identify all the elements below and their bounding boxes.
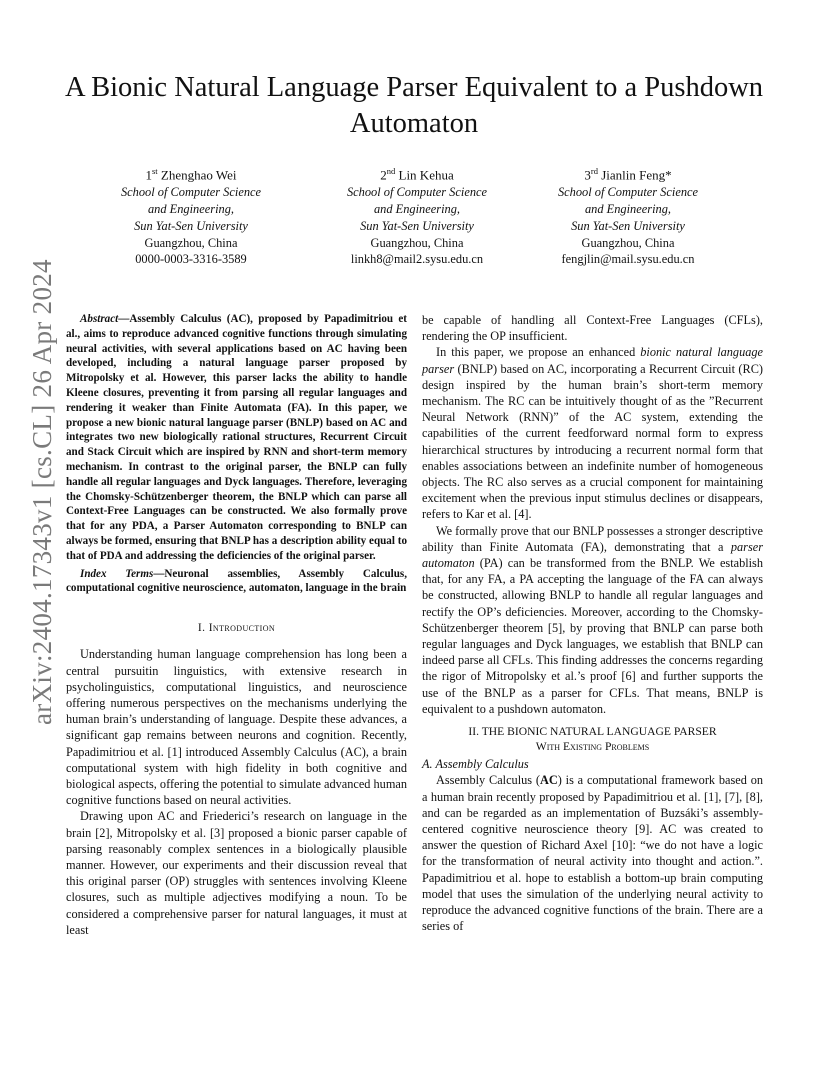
- author-contact: 0000-0003-3316-3589: [135, 252, 247, 267]
- author-name: Lin Kehua: [398, 167, 454, 183]
- author-block-2: 2nd Lin Kehua School of Computer Science and Engineering, Sun Yat-Sen University Guangzhou, China linkh8@mail2.sysu.edu.cn: [302, 163, 532, 268]
- section2-paragraph-1: Assembly Calculus (AC) is a computational framework based on a human brain recently proposed by Papadimitriou et al. [1], [7], [8], and can be regarded as an implementation of Buzsáki’s assembly-centered cognitive neuroscience theory [9]. AC was created to answer the question of Richard Axel [10]: “we do not have a logic for the transformation of neural activity into thought and action.”. Papadimitriou et al. hope to establish a bottom-up brain computing model that uses the simulation of the underlying neural activity to reproduce the advanced cognitive functions of the brain. There are a series of: [422, 773, 763, 934]
- author-location: Guangzhou, China: [581, 235, 675, 250]
- right-column: [422, 312, 763, 935]
- author-block-3: 3rd Jianlin Feng* School of Computer Science and Engineering, Sun Yat-Sen University Guangzhou, China fengjlin@mail.sysu.edu.cn: [513, 163, 743, 268]
- section-heading-introduction: I. Introduction: [197, 622, 276, 635]
- author-contact: linkh8@mail2.sysu.edu.cn: [350, 252, 484, 267]
- author-affiliation: School of Computer Science: [557, 185, 699, 200]
- arxiv-identifier: arXiv:2404.17343v1 [cs.CL] 26 Apr 2024: [27, 259, 57, 725]
- author-affiliation: School of Computer Science: [346, 185, 488, 200]
- subsection-heading-assembly-calculus: A. Assembly Calculus: [422, 757, 529, 772]
- abstract: Abstract—Assembly Calculus (AC), proposed by Papadimitriou et al., aims to reproduce advanced cognitive functions through simulating neural activities, with several applications based on AC having been developed, including a natural language parser proposed by Mitropolsky et al. However, this parser lacks the ability to handle Kleene closures, preventing it from parsing all regular languages and rendering it weaker than Finite Automata (FA). In this paper, we propose a new bionic natural language parser (BNLP) based on AC and integrates two new biologically rational structures, Recurrent Circuit and Stack Circuit which are inspired by RNN and short-term memory mechanism. In contrast to the original parser, the BNLP can fully handle all regular languages and Dyck languages. Therefore, leveraging the Chomsky-Schützenberger theorem, the BNLP which can parse all Context-Free Languages can be constructed. We also formally prove that for any PDA, a Parser Automaton corresponding to BNLP can always be formed, ensuring that BNLP has a description ability equal to that of PDA and addressing the deficiencies of the original parser.: [66, 313, 407, 562]
- left-column: [66, 312, 407, 938]
- author-affiliation: School of Computer Science: [120, 185, 262, 200]
- author-contact: fengjlin@mail.sysu.edu.cn: [561, 252, 695, 267]
- author-location: Guangzhou, China: [144, 235, 238, 250]
- author-name: Zhenghao Wei: [160, 167, 237, 183]
- intro-paragraph-2-continued: be capable of handling all Context-Free Languages (CFLs), rendering the OP insufficient.: [422, 313, 763, 344]
- intro-paragraph-1: Understanding human language comprehension has long been a central pursuitin linguistics, with extensive research in psycholinguistics, computational linguistics, and neuroscience offering numerous perspectives on the mechanisms underlying the human brain’s understanding of language. Despite these advances, a significant gap remains between neurons and cognition. Recently, Papadimitriou et al. [1] introduced Assembly Calculus (AC), a brain computational system with high fidelity in both cognitive and biological aspects, offering the potential to simulate advanced human cognitive functions based on neural activities.: [66, 647, 407, 808]
- author-name: Jianlin Feng*: [601, 167, 672, 183]
- paper-title: A Bionic Natural Language Parser Equivalent to a Pushdown Automaton: [64, 72, 764, 139]
- author-block-1: 1st Zhenghao Wei School of Computer Science and Engineering, Sun Yat-Sen University Guangzhou, China 0000-0003-3316-3589: [76, 163, 306, 268]
- intro-paragraph-4: We formally prove that our BNLP possesses a stronger descriptive ability than Finite Automata (FA), demonstrating that a parser automaton (PA) can be transformed from the BNLP. We establish that, for any FA, a PA accepting the language of the FA can always be constructed, allowing BNLP to handle all regular languages and rectify the OP’s deficiencies. Moreover, according to the Chomsky-Schützenberger theorem [5], by proving that BNLP can parse both regular languages and Dyck languages, we establish that BNLP can indeed parse all CFLs. This finding addresses the concerns regarding the rigor of Mitropolsky et al.’s proof [6] and further supports the use of the BNLP as a parser for CFLs. That means, BNLP is equivalent to a pushdown automaton.: [422, 523, 763, 716]
- intro-paragraph-3: In this paper, we propose an enhanced bionic natural language parser (BNLP) based on AC, incorporating a Recurrent Circuit (RC) design inspired by the human brain’s short-term memory mechanism. The RC can be intuitively thought of as the ”Recurrent Neural Network (RNN)” of the AC system, extending the capabilities of the current feedforward normal form to express hierarchical structures by introducing a recurrent normal form that enables associations between an indefinite number of homogeneous objects. The RC also serves as a crucial component for maintaining excitement when the previous input stimulus declines or disappears, refers to Kar et al. [4].: [422, 345, 763, 522]
- index-terms: Index Terms—Neuronal assemblies, Assembly Calculus, computational cognitive neuroscience, automaton, language in the brain: [66, 567, 407, 595]
- section-heading-bnlp: II. THE BIONIC NATURAL LANGUAGE PARSER With Existing Problems: [468, 725, 717, 753]
- author-location: Guangzhou, China: [370, 235, 464, 250]
- intro-paragraph-2: Drawing upon AC and Friederici’s research on language in the brain [2], Mitropolsky et al. [3] proposed a bionic parser capable of parsing reasonably complex sentences in a biologically plausible manner. However, our experiments and their discussion reveal that this original parser (OP) struggles with sentences involving Kleene closures, such as multiple adjectives modifying a noun. To be considered a comprehensive parser for natural languages, it must at least: [66, 809, 407, 937]
